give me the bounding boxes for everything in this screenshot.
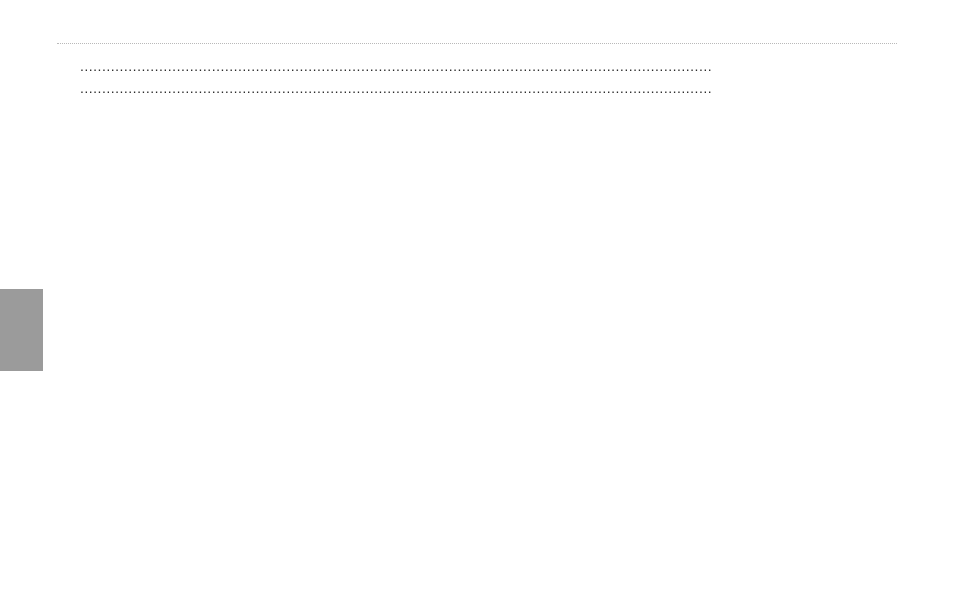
language-side-tab [0, 289, 43, 371]
toc-entry[interactable] [57, 55, 323, 77]
dot-leader [80, 58, 712, 74]
dot-leader [80, 80, 712, 96]
top-divider [57, 43, 897, 44]
toc-entry[interactable] [57, 77, 323, 99]
toc-column-left [57, 55, 323, 99]
